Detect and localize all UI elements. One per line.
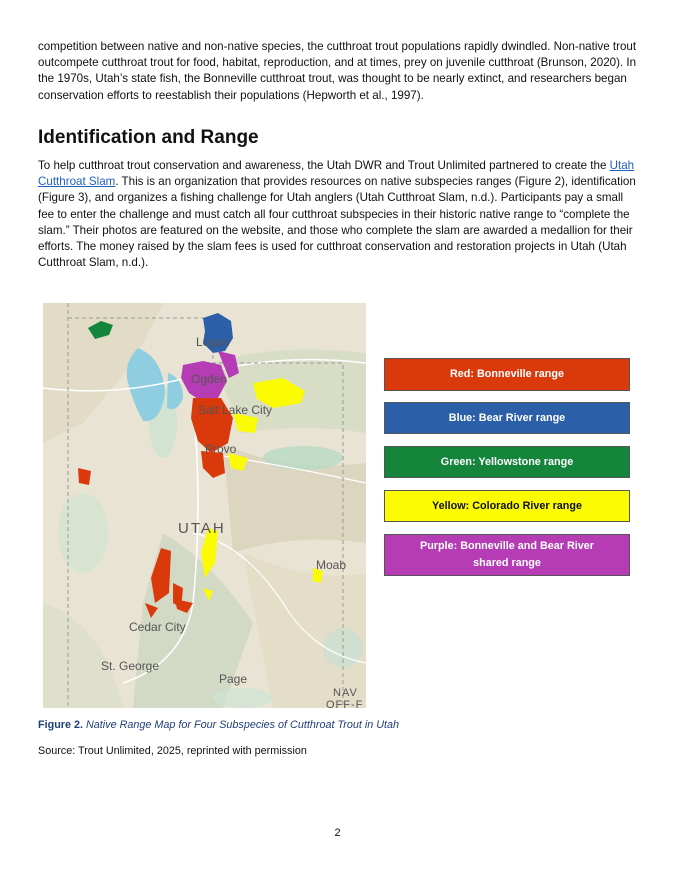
section-heading: Identification and Range [38,127,259,148]
page-number: 2 [334,827,341,839]
city-label-logan: Logan [196,335,230,349]
state-label-utah: UTAH [178,520,226,537]
legend-purple-shared [384,534,630,576]
city-label-st-george: St. George [101,659,160,673]
figure-caption-text: Native Range Map for Four Subspecies of Cutthroat Trout in Utah [86,719,400,731]
utah-cutthroat-slam-link[interactable]: Utah Cutthroat Slam [38,159,635,189]
city-label-salt-lake-city: Salt Lake City [198,403,273,417]
figure-source: Source: Trout Unlimited, 2025, reprinted with permission [38,745,307,757]
paragraph-slam-end: . This is an organization that provides resources on native subspecies ranges (Figure 2), identification (Figure 3), and organizes a fishing challenge for Utah anglers (Utah Cutthroat Slam, n.d.). Participants pay a small fee to enter the challenge and must catch all four cutthroat subspecies in their historic native range to “complete the slam.” Their photos are featured on the website, and those who complete the slam are awarded a medallion for their efforts. The money raised by the slam fees is used for cutthroat conservation and restoration projects in Utah (Utah Cutthroat Slam, n.d.). [38,175,636,270]
paragraph-intro: competition between native and non-native species, the cutthroat trout populations rapidly dwindled. Non-native trout outcompete cutthroat trout for food, habitat, reproduction, and at times, prey on juvenile cutthroat (Brunson, 2020). In the 1970s, Utah’s state fish, the Bonneville cutthroat trout, was thought to be nearly extinct, and researchers began conservation efforts to reestablish their populations (Hepworth et al., 1997). [38,40,637,102]
legend-blue-bear-river [384,402,630,434]
legend-yellow-colorado-river [384,490,630,522]
map-corner-label-2: OFF-F [326,699,364,708]
legend-blue-label: Blue: Bear River range [448,411,566,424]
range-map-image [43,303,366,708]
figure-caption-label: Figure 2. [38,719,83,731]
legend-purple-line1: Purple: Bonneville and Bear River [420,540,594,552]
paragraph-slam-start: To help cutthroat trout conservation and awareness, the Utah DWR and Trout Unlimited partnered to create the [38,159,610,172]
legend-green-label: Green: Yellowstone range [440,455,574,468]
paragraph-slam [38,158,640,271]
legend-purple-line2: shared range [473,557,541,569]
city-label-provo: Provo [205,442,237,456]
map-corner-label-1: NAV [333,687,358,699]
legend-green-yellowstone [384,446,630,478]
legend-yellow-label: Yellow: Colorado River range [432,499,582,512]
range-map [43,303,366,708]
city-label-moab: Moab [316,558,347,572]
legend-red-bonneville [384,358,630,391]
city-label-page: Page [219,672,248,686]
legend-red-label: Red: Bonneville range [450,368,564,380]
legend-purple-label [420,538,594,572]
city-label-cedar-city: Cedar City [129,620,186,634]
city-label-ogden: Ogden [191,372,228,386]
figure-caption [38,719,399,731]
